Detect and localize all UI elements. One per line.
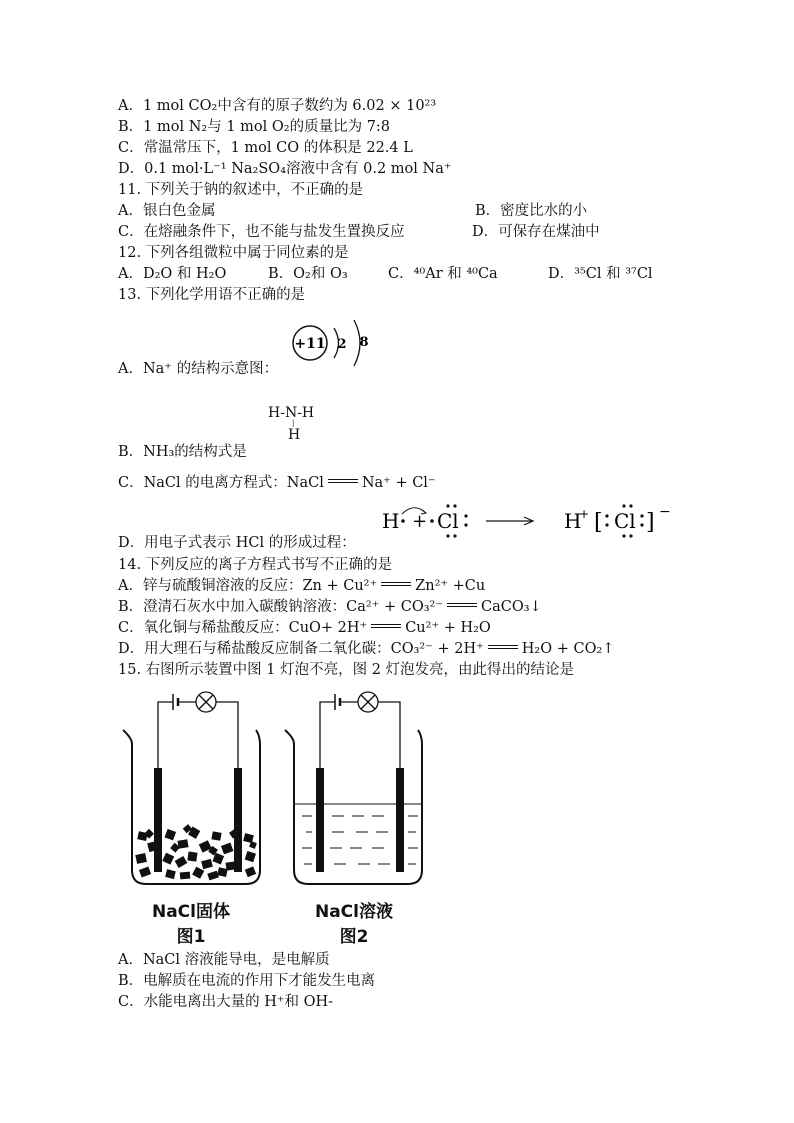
- figure-2-label: NaCl溶液: [314, 902, 393, 922]
- q13-option-c-left: C．NaCl 的电离方程式：NaCl: [118, 475, 324, 491]
- svg-text:[: [: [594, 510, 603, 535]
- q10-option-a: A．1 mol CO₂中含有的原子数约为 6.02 × 10²³: [118, 98, 437, 114]
- q14-option-a-left: A．锌与硫酸铜溶液的反应：Zn + Cu²⁺: [118, 578, 378, 594]
- q15-stem: 15. 右图所示装置中图 1 灯泡不亮，图 2 灯泡发亮，由此得出的结论是: [118, 662, 575, 678]
- q13-option-c-right: Na⁺ + Cl⁻: [361, 475, 436, 491]
- q12-option-a: A．D₂O 和 H₂O: [118, 266, 227, 282]
- figure-1-label: NaCl固体: [151, 902, 230, 922]
- nh3-structure-top: H-N-H: [268, 405, 315, 421]
- q15-option-c: C．水能电离出大量的 H⁺和 OH-: [118, 994, 334, 1010]
- figure-1-nacl-solid-apparatus: [118, 682, 263, 892]
- hcl-lewis-formation: [380, 498, 680, 540]
- q15-option-b: B．电解质在电流的作用下才能发生电离: [118, 973, 376, 989]
- equals-sign: [371, 624, 401, 628]
- equals-sign: [328, 479, 358, 483]
- q14-option-c: [118, 619, 491, 637]
- q14-option-a: [118, 577, 485, 595]
- q14-option-d-right: H₂O + CO₂↑: [521, 641, 615, 657]
- nh3-structure-bottom: H: [288, 427, 301, 443]
- q11-option-b: B．密度比水的小: [475, 203, 588, 219]
- svg-text:+: +: [579, 507, 590, 521]
- figure-2-caption: 图2: [339, 927, 369, 947]
- q14-option-c-right: Cu²⁺ + H₂O: [405, 620, 491, 636]
- q12-option-b: B．O₂和 O₃: [268, 266, 348, 282]
- q13-option-a: A．Na⁺ 的结构示意图：: [118, 361, 279, 377]
- q10-option-c: C．常温常压下，1 mol CO 的体积是 22.4 L: [118, 140, 413, 156]
- q14-option-b: [118, 598, 542, 616]
- q14-option-c-left: C．氧化铜与稀盐酸反应：CuO+ 2H⁺: [118, 620, 368, 636]
- q10-option-b: B．1 mol N₂与 1 mol O₂的质量比为 7:8: [118, 119, 391, 135]
- q11-stem: 11. 下列关于钠的叙述中，不正确的是: [118, 182, 364, 198]
- q13-option-b: B．NH₃的结构式是: [118, 444, 247, 460]
- svg-text:−: −: [659, 504, 671, 520]
- equals-sign: [381, 582, 411, 586]
- q13-option-c: [118, 474, 436, 492]
- q14-option-d-left: D．用大理石与稀盐酸反应制备二氧化碳：CO₃²⁻ + 2H⁺: [118, 641, 484, 657]
- q14-option-b-right: CaCO₃↓: [481, 599, 542, 615]
- q14-option-d: [118, 640, 614, 658]
- q14-stem: 14. 下列反应的离子方程式书写不正确的是: [118, 557, 393, 573]
- equals-sign: [488, 645, 518, 649]
- q11-option-d: D．可保存在煤油中: [472, 224, 600, 240]
- svg-text:]: ]: [646, 510, 655, 535]
- nucleus-charge: +11: [294, 336, 326, 352]
- na-ion-structure-diagram: [288, 316, 378, 374]
- svg-text:H: H: [564, 509, 582, 533]
- svg-text:Cl: Cl: [614, 509, 636, 533]
- q13-stem: 13. 下列化学用语不正确的是: [118, 287, 306, 303]
- q14-option-a-right: Zn²⁺ +Cu: [415, 578, 486, 594]
- figure-1-caption: 图1: [176, 927, 206, 947]
- q15-option-a: A．NaCl 溶液能导电，是电解质: [118, 952, 330, 968]
- q14-option-b-left: B．澄清石灰水中加入碳酸钠溶液：Ca²⁺ + CO₃²⁻: [118, 599, 443, 615]
- q12-option-d: D．³⁵Cl 和 ³⁷Cl: [548, 266, 653, 282]
- q13-option-d: D．用电子式表示 HCl 的形成过程：: [118, 535, 356, 551]
- figure-2-nacl-solution-apparatus: [280, 682, 425, 892]
- svg-text:H: H: [382, 509, 400, 533]
- svg-text:+: +: [412, 511, 428, 532]
- q12-stem: 12. 下列各组微粒中属于同位素的是: [118, 245, 349, 261]
- svg-text:Cl: Cl: [437, 509, 459, 533]
- shell-2-electrons: 8: [359, 335, 369, 350]
- equals-sign: [447, 603, 477, 607]
- shell-1-electrons: 2: [337, 337, 347, 352]
- q11-option-a: A．银白色金属: [118, 203, 216, 219]
- q11-option-c: C．在熔融条件下，也不能与盐发生置换反应: [118, 224, 405, 240]
- nh3-bond-vertical: |: [292, 419, 295, 427]
- q10-option-d: D．0.1 mol·L⁻¹ Na₂SO₄溶液中含有 0.2 mol Na⁺: [118, 161, 452, 177]
- q12-option-c: C．⁴⁰Ar 和 ⁴⁰Ca: [388, 266, 498, 282]
